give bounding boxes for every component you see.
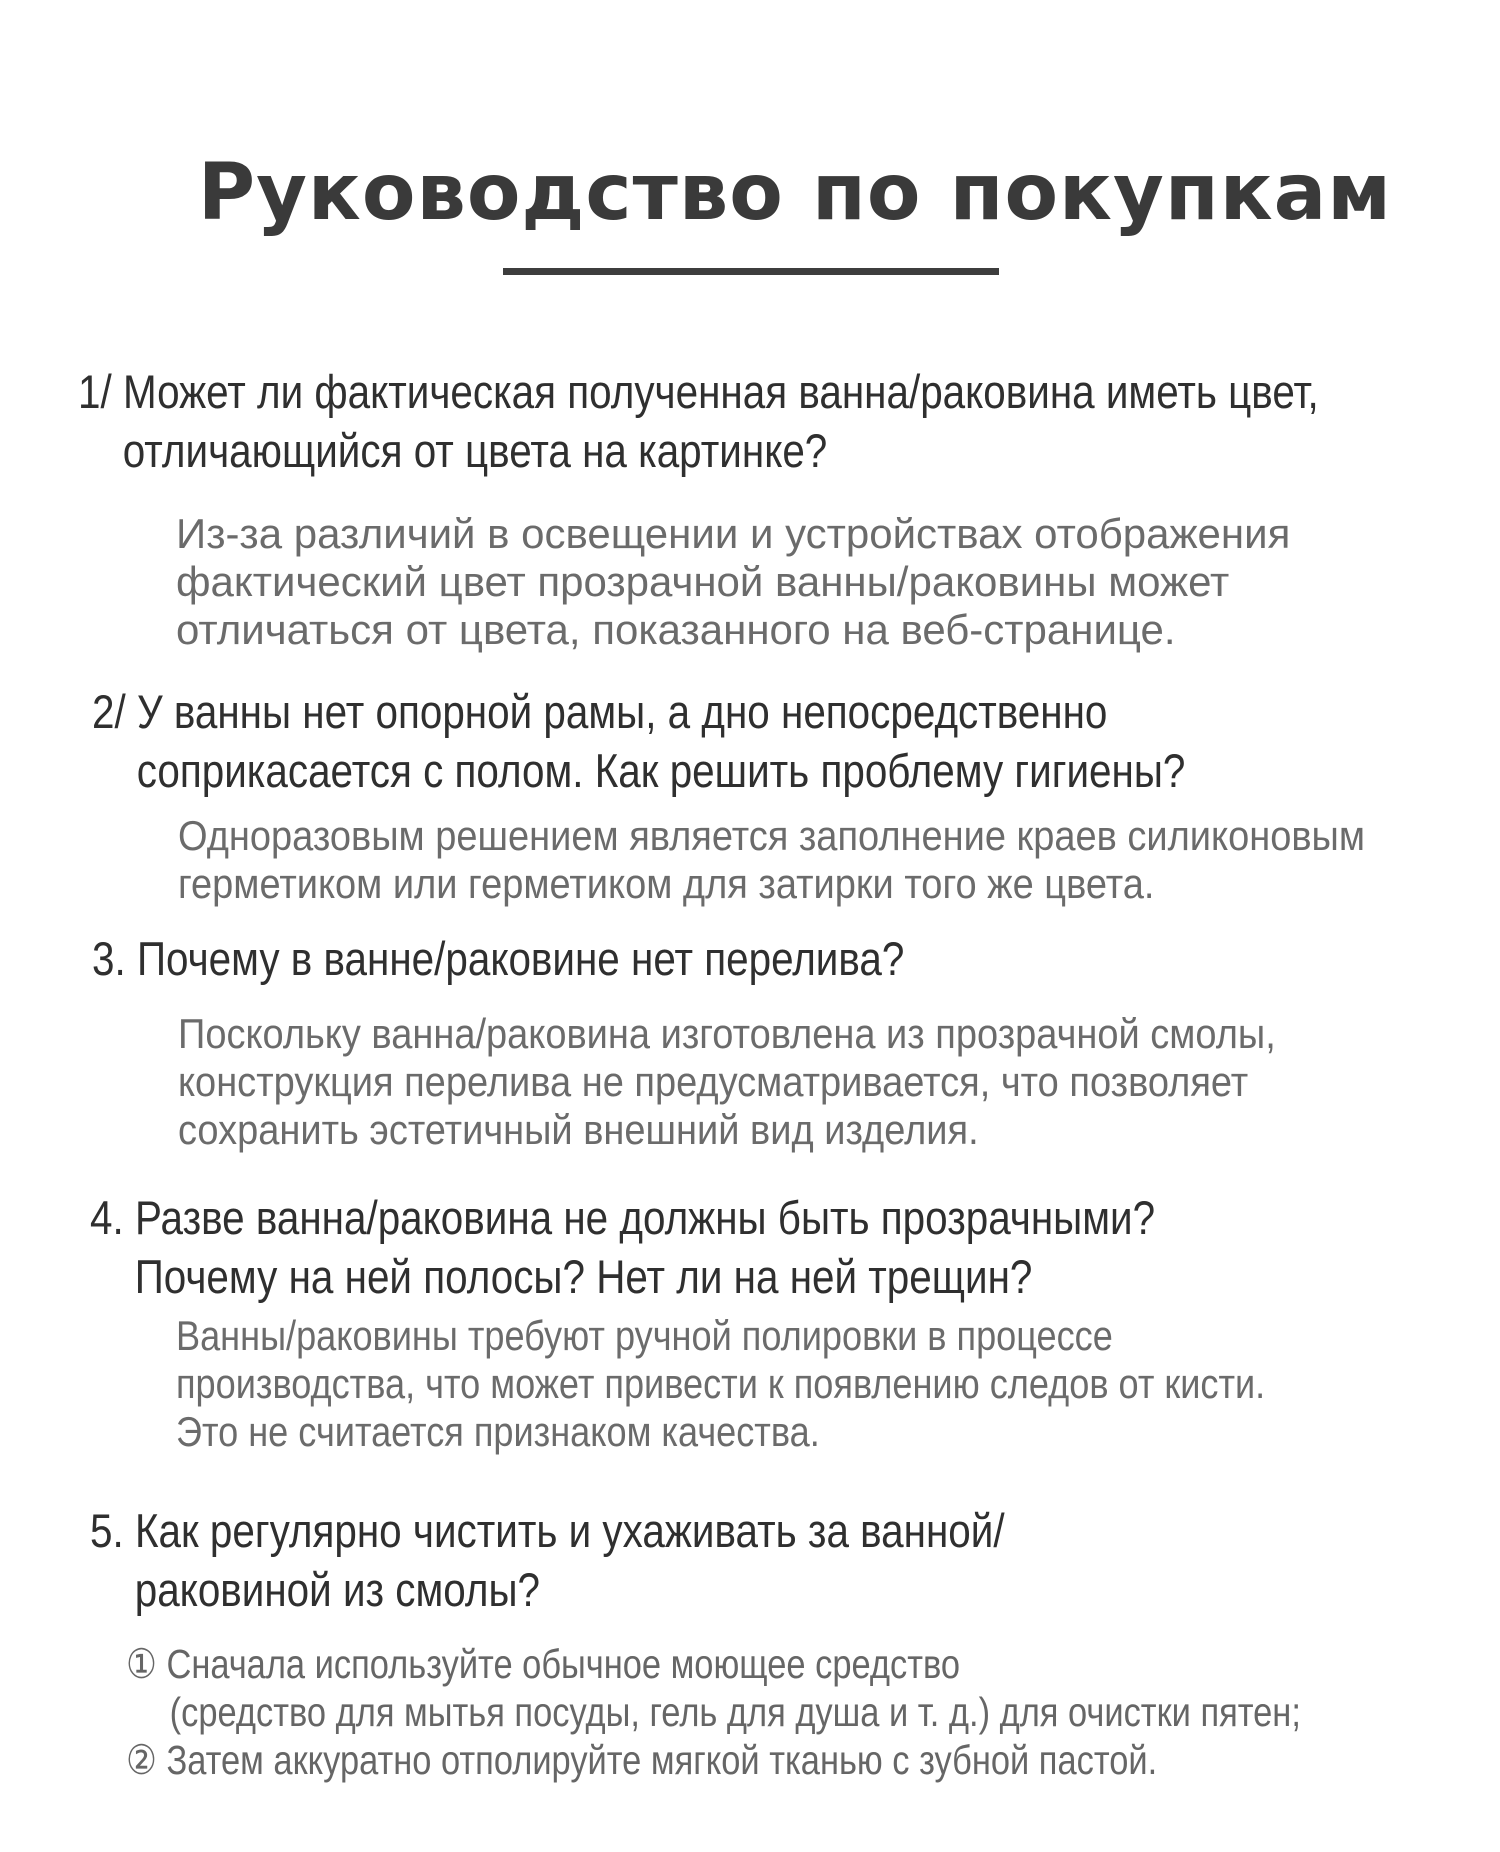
care-step-1: ① Сначала используйте обычное моющее средство — [126, 1641, 961, 1687]
answer-1-line-1: Из-за различий в освещении и устройствах отображения — [176, 510, 1291, 557]
question-1-line-1: 1/ Может ли фактическая полученная ванна/раковина иметь цвет, — [78, 365, 1319, 418]
question-5 — [90, 1501, 1005, 1619]
answer-2-line-2: герметиком или герметиком для затирки того же цвета. — [178, 860, 1155, 907]
answer-2-line-1: Одноразовым решением является заполнение краев силиконовым — [178, 812, 1365, 859]
answer-3-line-3: сохранить эстетичный внешний вид изделия. — [178, 1106, 979, 1153]
question-5-line-2: раковиной из смолы? — [134, 1563, 541, 1616]
answer-5-steps — [126, 1640, 1301, 1784]
question-2-line-2: соприкасается с полом. Как решить проблему гигиены? — [136, 744, 1186, 797]
question-1-line-2: отличающийся от цвета на картинке? — [122, 424, 828, 477]
question-4-line-1: 4. Разве ванна/раковина не должны быть прозрачными? — [90, 1191, 1156, 1244]
answer-4-line-2: производства, что может привести к появлению следов от кисти. — [176, 1360, 1266, 1407]
question-4-line-2: Почему на ней полосы? Нет ли на ней трещин? — [134, 1250, 1033, 1303]
answer-2 — [178, 812, 1365, 908]
title-underline — [503, 268, 999, 275]
answer-1-line-2: фактический цвет прозрачной ванны/раковины может — [176, 558, 1230, 605]
answer-4-line-1: Ванны/раковины требуют ручной полировки в процессе — [176, 1312, 1113, 1359]
answer-3 — [178, 1010, 1276, 1154]
question-5-line-1: 5. Как регулярно чистить и ухаживать за ванной/ — [90, 1504, 1005, 1557]
question-3-line-1: 3. Почему в ванне/раковине нет перелива? — [92, 932, 905, 985]
question-4 — [90, 1188, 1155, 1306]
question-3 — [92, 929, 904, 988]
answer-1 — [176, 510, 1290, 654]
question-2-line-1: 2/ У ванны нет опорной рамы, а дно непосредственно — [92, 685, 1108, 738]
answer-3-line-1: Поскольку ванна/раковина изготовлена из прозрачной смолы, — [178, 1010, 1276, 1057]
answer-3-line-2: конструкция перелива не предусматривается, что позволяет — [178, 1058, 1249, 1105]
question-1 — [78, 362, 1319, 480]
page-title: Руководство по покупкам — [197, 148, 1393, 238]
answer-4 — [176, 1312, 1265, 1456]
care-step-1-continued: (средство для мытья посуды, гель для душа и т. д.) для очистки пятен; — [169, 1689, 1301, 1735]
answer-1-line-3: отличаться от цвета, показанного на веб-странице. — [176, 606, 1176, 653]
care-step-2: ② Затем аккуратно отполируйте мягкой тканью с зубной пастой. — [126, 1737, 1158, 1783]
question-2 — [92, 682, 1185, 800]
answer-4-line-3: Это не считается признаком качества. — [176, 1408, 820, 1455]
